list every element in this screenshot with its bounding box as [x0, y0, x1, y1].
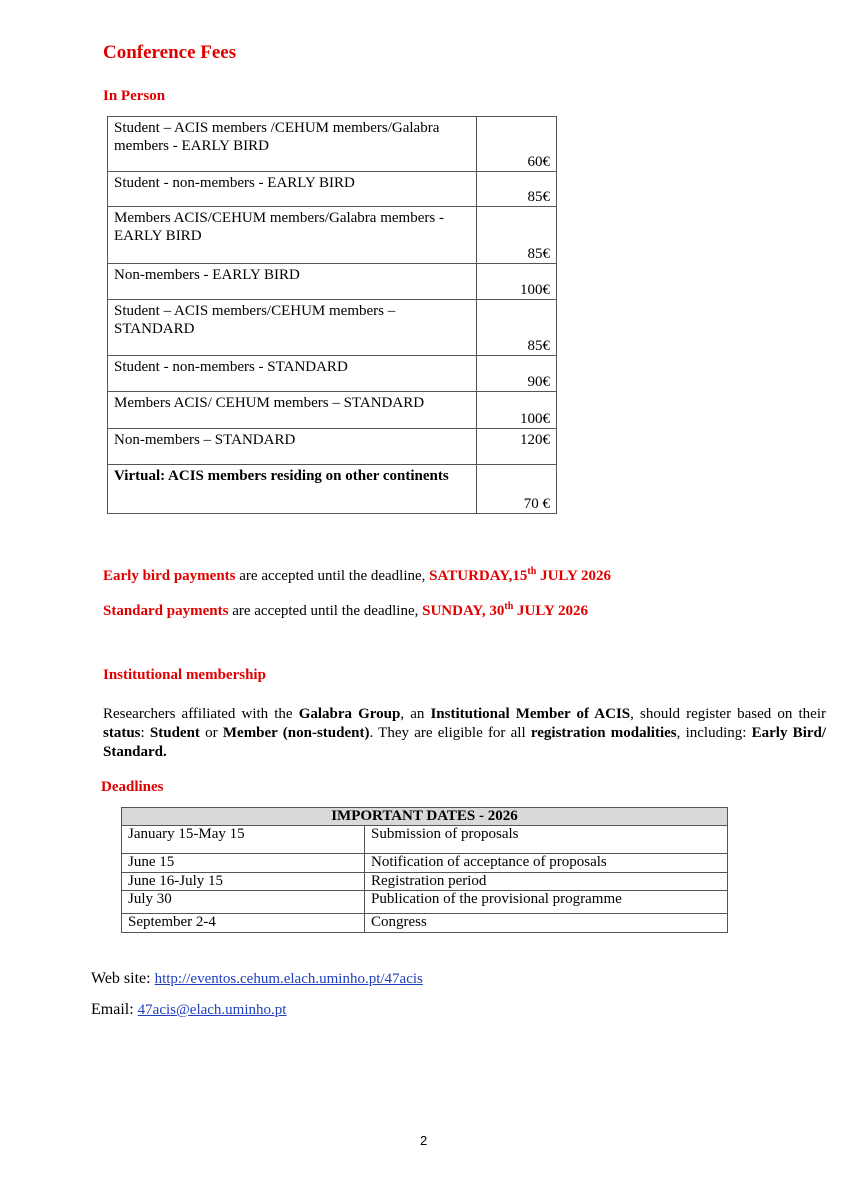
bold-run: Student [149, 725, 200, 741]
dates-row [122, 854, 728, 873]
fee-price: 90€ [477, 356, 557, 392]
early-bird-date [429, 568, 611, 584]
fee-description: Non-members - EARLY BIRD [108, 264, 477, 300]
fee-row [108, 356, 557, 392]
fee-row [108, 300, 557, 356]
date-cell: June 15 [122, 854, 365, 873]
fee-description: Members ACIS/ CEHUM members – STANDARD [108, 392, 477, 429]
event-cell: Notification of acceptance of proposals [365, 854, 728, 873]
dates-table-header: IMPORTANT DATES - 2026 [122, 808, 728, 826]
text-run: , should register based on their [630, 706, 826, 722]
fee-row [108, 117, 557, 172]
date-cell: June 16-July 15 [122, 873, 365, 891]
fee-row [108, 264, 557, 300]
standard-date-post: JULY 2026 [513, 603, 589, 619]
fee-row [108, 172, 557, 207]
text-run: , an [400, 706, 431, 722]
bold-run: Early Bird/ Standard. [103, 725, 827, 760]
standard-middle: are accepted until the deadline, [228, 603, 423, 619]
event-cell: Publication of the provisional programme [365, 891, 728, 914]
bold-run: Member (non-student) [222, 725, 370, 741]
early-bird-middle: are accepted until the deadline, [235, 568, 430, 584]
bold-run: Institutional Member of ACIS [430, 706, 631, 722]
fee-price: 85€ [477, 207, 557, 264]
fee-row [108, 465, 557, 514]
website-label: Web site: [91, 970, 155, 987]
bold-run: status [103, 725, 141, 741]
text-run: : [140, 725, 150, 741]
fee-description: Virtual: ACIS members residing on other continents [108, 465, 477, 514]
page-number: 2 [420, 1133, 428, 1148]
event-cell: Congress [365, 914, 728, 933]
dates-header-row [122, 808, 728, 826]
fee-description: Student – ACIS members/CEHUM members – STANDARD [108, 300, 477, 356]
fee-description: Student – ACIS members /CEHUM members/Galabra members - EARLY BIRD [108, 117, 477, 172]
text-run: , including: [676, 725, 752, 741]
bold-run: registration modalities [530, 725, 677, 741]
website-line [91, 970, 423, 988]
fee-price: 70 € [477, 465, 557, 514]
fee-description: Student - non-members - EARLY BIRD [108, 172, 477, 207]
important-dates-table [121, 807, 728, 933]
fee-description: Non-members – STANDARD [108, 429, 477, 465]
event-cell: Registration period [365, 873, 728, 891]
text-run: or [199, 725, 223, 741]
early-bird-date-post: JULY 2026 [536, 568, 612, 584]
standard-date-sup: th [504, 601, 514, 612]
early-bird-deadline [103, 568, 611, 585]
text-run: . They are eligible for all [369, 725, 531, 741]
page-title: Conference Fees [103, 42, 237, 63]
in-person-heading: In Person [103, 88, 166, 104]
fee-price: 100€ [477, 264, 557, 300]
early-bird-lead: Early bird payments [103, 568, 236, 584]
early-bird-date-pre: SATURDAY,15 [429, 568, 528, 584]
standard-deadline [103, 603, 588, 620]
date-cell: January 15-May 15 [122, 826, 365, 854]
fee-description: Members ACIS/CEHUM members/Galabra members - EARLY BIRD [108, 207, 477, 264]
fee-row [108, 392, 557, 429]
email-link[interactable]: 47acis@elach.uminho.pt [137, 1002, 287, 1018]
fee-price: 60€ [477, 117, 557, 172]
dates-row [122, 826, 728, 854]
date-cell: July 30 [122, 891, 365, 914]
institutional-heading: Institutional membership [103, 667, 266, 683]
standard-lead: Standard payments [103, 603, 229, 619]
institutional-paragraph [103, 705, 826, 762]
dates-row [122, 891, 728, 914]
dates-row [122, 914, 728, 933]
website-link[interactable]: http://eventos.cehum.elach.uminho.pt/47acis [154, 971, 423, 987]
fee-price: 120€ [477, 429, 557, 465]
text-run: Researchers affiliated with the [103, 706, 299, 722]
deadlines-heading: Deadlines [101, 779, 164, 795]
email-label: Email: [91, 1001, 138, 1018]
email-line [91, 1001, 286, 1019]
fee-description: Student - non-members - STANDARD [108, 356, 477, 392]
event-cell: Submission of proposals [365, 826, 728, 854]
fee-price: 85€ [477, 172, 557, 207]
fee-price: 100€ [477, 392, 557, 429]
bold-run: Galabra Group [298, 706, 401, 722]
dates-row [122, 873, 728, 891]
date-cell: September 2-4 [122, 914, 365, 933]
fees-table [107, 116, 557, 514]
fee-row [108, 207, 557, 264]
fee-row [108, 429, 557, 465]
early-bird-date-sup: th [527, 566, 537, 577]
standard-date [422, 603, 588, 619]
standard-date-pre: SUNDAY, 30 [422, 603, 505, 619]
fee-price: 85€ [477, 300, 557, 356]
